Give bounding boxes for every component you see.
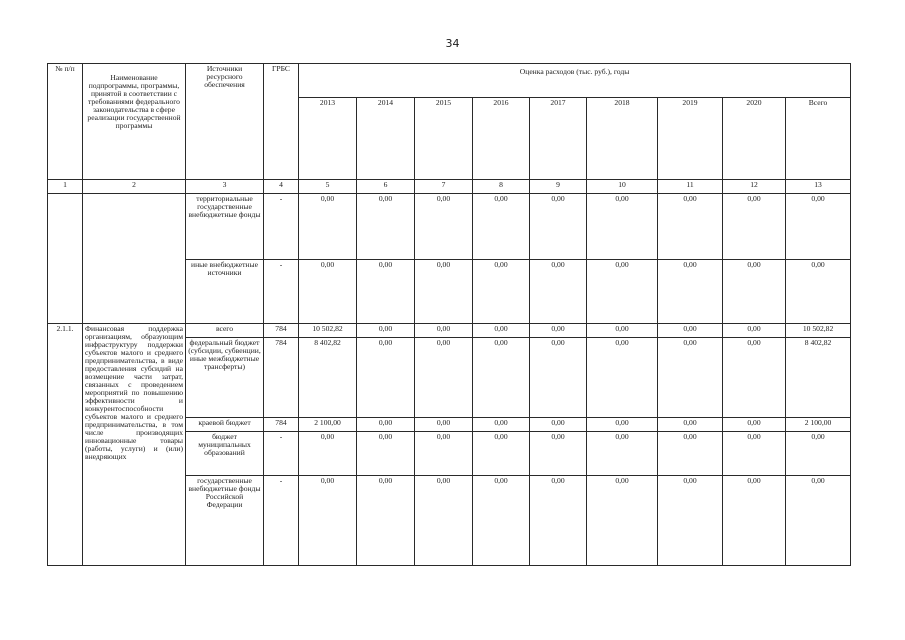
grbs-cell: - <box>264 260 299 324</box>
header-year: 2016 <box>473 98 530 180</box>
value-cell: 0,00 <box>415 260 473 324</box>
value-cell: 0,00 <box>530 338 587 418</box>
value-cell: 0,00 <box>415 194 473 260</box>
source-cell: иные внебюджетные источники <box>186 260 264 324</box>
value-cell: 0,00 <box>658 432 723 476</box>
value-cell: 0,00 <box>415 324 473 338</box>
header-year: 2019 <box>658 98 723 180</box>
value-cell: 8 402,82 <box>299 338 357 418</box>
column-number: 11 <box>658 180 723 194</box>
value-cell: 0,00 <box>299 476 357 566</box>
column-number: 10 <box>587 180 658 194</box>
source-cell: бюджет муниципальных образований <box>186 432 264 476</box>
empty-cell <box>48 194 83 324</box>
value-cell: 0,00 <box>415 338 473 418</box>
value-cell: 2 100,00 <box>299 418 357 432</box>
value-cell: 2 100,00 <box>786 418 851 432</box>
value-cell: 0,00 <box>530 260 587 324</box>
source-cell: федеральный бюджет (субсидии, субвенции, иные межбюджетные трансферты) <box>186 338 264 418</box>
header-year: 2017 <box>530 98 587 180</box>
header-sources: Источники ресурсного обеспечения <box>186 64 264 180</box>
value-cell: 0,00 <box>786 260 851 324</box>
value-cell: 0,00 <box>723 324 786 338</box>
value-cell: 0,00 <box>530 324 587 338</box>
value-cell: 0,00 <box>587 324 658 338</box>
expense-table <box>47 63 851 566</box>
value-cell: 0,00 <box>415 476 473 566</box>
value-cell: 0,00 <box>587 338 658 418</box>
value-cell: 0,00 <box>357 476 415 566</box>
value-cell: 0,00 <box>530 432 587 476</box>
column-number: 2 <box>83 180 186 194</box>
value-cell: 0,00 <box>587 476 658 566</box>
value-cell: 0,00 <box>299 260 357 324</box>
value-cell: 0,00 <box>723 476 786 566</box>
value-cell: 0,00 <box>357 324 415 338</box>
column-number: 1 <box>48 180 83 194</box>
grbs-cell: 784 <box>264 338 299 418</box>
value-cell: 0,00 <box>658 476 723 566</box>
value-cell: 0,00 <box>658 338 723 418</box>
value-cell: 0,00 <box>587 194 658 260</box>
table-row <box>48 194 851 260</box>
page-number: 34 <box>445 37 460 50</box>
source-cell: государственные внебюджетные фонды Российской Федерации <box>186 476 264 566</box>
value-cell: 0,00 <box>723 194 786 260</box>
grbs-cell: - <box>264 432 299 476</box>
value-cell: 0,00 <box>357 194 415 260</box>
value-cell: 0,00 <box>473 418 530 432</box>
empty-cell <box>83 194 186 324</box>
table-row <box>48 324 851 338</box>
header-program-name: Наименование подпрограммы, программы, принятой в соответствии с требованиями федерального законодательства в сфере реализации государственной программы <box>83 64 186 180</box>
value-cell: 0,00 <box>658 324 723 338</box>
value-cell: 0,00 <box>357 260 415 324</box>
value-cell: 0,00 <box>473 338 530 418</box>
value-cell: 0,00 <box>530 194 587 260</box>
value-cell: 0,00 <box>473 432 530 476</box>
header-year: 2018 <box>587 98 658 180</box>
value-cell: 0,00 <box>299 194 357 260</box>
header-expenses: Оценка расходов (тыс. руб.), годы <box>299 64 851 98</box>
column-number: 13 <box>786 180 851 194</box>
source-cell: всего <box>186 324 264 338</box>
grbs-cell: 784 <box>264 418 299 432</box>
grbs-cell: 784 <box>264 324 299 338</box>
header-year: 2015 <box>415 98 473 180</box>
value-cell: 0,00 <box>357 418 415 432</box>
value-cell: 10 502,82 <box>299 324 357 338</box>
grbs-cell: - <box>264 476 299 566</box>
value-cell: 0,00 <box>473 324 530 338</box>
value-cell: 0,00 <box>658 260 723 324</box>
header-number: № п/п <box>48 64 83 180</box>
value-cell: 0,00 <box>723 338 786 418</box>
value-cell: 0,00 <box>786 476 851 566</box>
value-cell: 0,00 <box>658 194 723 260</box>
value-cell: 0,00 <box>587 418 658 432</box>
header-grbs: ГРБС <box>264 64 299 180</box>
column-number: 8 <box>473 180 530 194</box>
item-number: 2.1.1. <box>48 324 83 566</box>
header-year: 2020 <box>723 98 786 180</box>
header-year: 2013 <box>299 98 357 180</box>
column-numbers-row <box>48 180 851 194</box>
column-number: 9 <box>530 180 587 194</box>
value-cell: 0,00 <box>530 476 587 566</box>
value-cell: 0,00 <box>299 432 357 476</box>
value-cell: 0,00 <box>723 432 786 476</box>
value-cell: 0,00 <box>723 260 786 324</box>
value-cell: 0,00 <box>473 194 530 260</box>
value-cell: 10 502,82 <box>786 324 851 338</box>
value-cell: 0,00 <box>473 476 530 566</box>
column-number: 6 <box>357 180 415 194</box>
value-cell: 0,00 <box>530 418 587 432</box>
column-number: 7 <box>415 180 473 194</box>
value-cell: 0,00 <box>786 194 851 260</box>
header-year-total: Всего <box>786 98 851 180</box>
value-cell: 0,00 <box>473 260 530 324</box>
value-cell: 0,00 <box>415 432 473 476</box>
value-cell: 0,00 <box>658 418 723 432</box>
value-cell: 8 402,82 <box>786 338 851 418</box>
grbs-cell: - <box>264 194 299 260</box>
header-year: 2014 <box>357 98 415 180</box>
value-cell: 0,00 <box>786 432 851 476</box>
value-cell: 0,00 <box>723 418 786 432</box>
column-number: 3 <box>186 180 264 194</box>
value-cell: 0,00 <box>357 432 415 476</box>
value-cell: 0,00 <box>587 432 658 476</box>
source-cell: краевой бюджет <box>186 418 264 432</box>
value-cell: 0,00 <box>415 418 473 432</box>
column-number: 12 <box>723 180 786 194</box>
column-number: 5 <box>299 180 357 194</box>
value-cell: 0,00 <box>357 338 415 418</box>
item-name: Финансовая поддержка организациям, образующим инфраструктуру поддержки субъектов малого и среднего предпринимательства, в виде предоставления субсидий на возмещение части затрат, связанных с проведением мероприятий по повышению эффективности и конкурентоспособности субъектов малого и среднего предпринимательства, в том числе производящих инновационные товары (работы, услуги) и (или) внедряющих <box>83 324 186 566</box>
column-number: 4 <box>264 180 299 194</box>
source-cell: территориальные государственные внебюджетные фонды <box>186 194 264 260</box>
value-cell: 0,00 <box>587 260 658 324</box>
